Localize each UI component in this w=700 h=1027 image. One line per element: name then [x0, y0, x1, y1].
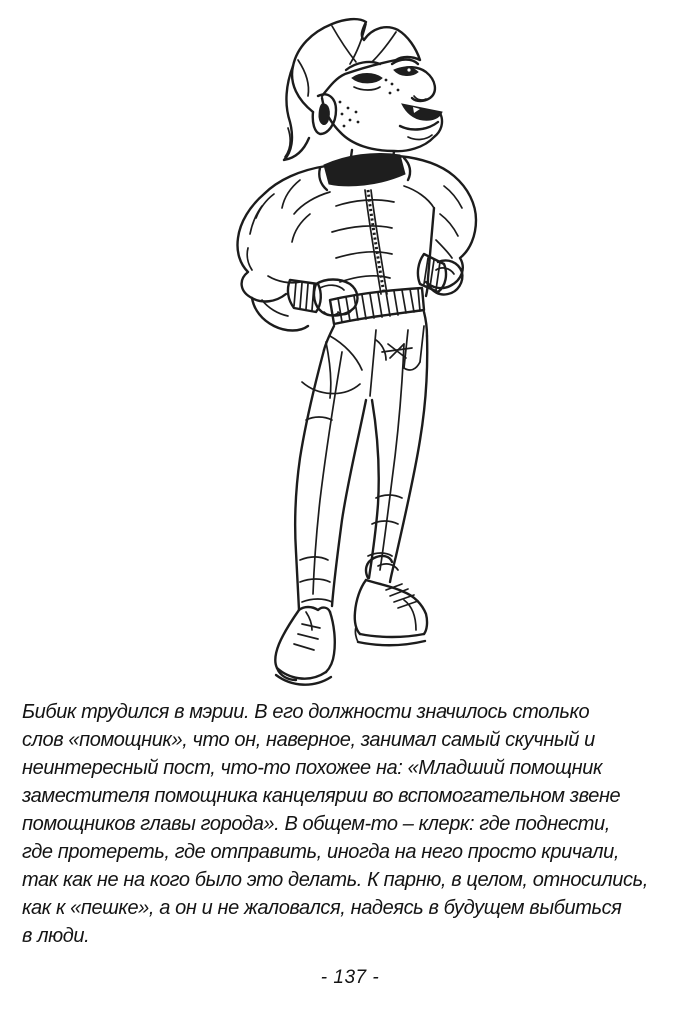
story-line: так как не на кого было это делать. К парню, в целом, относились,: [22, 869, 648, 891]
left-shoe-laces: [294, 624, 320, 650]
story-line: как к «пешке», а он и не жаловался, надеясь в будущем выбиться: [22, 897, 622, 919]
jeans: [295, 312, 427, 610]
story-line: помощников главы города». В общем-то – клерк: где поднести,: [22, 813, 610, 835]
page-number: - 137 -: [320, 967, 380, 988]
freckles: [339, 79, 400, 128]
hair: [284, 19, 420, 160]
story-line: заместителя помощника канцелярии во вспомогательном звене: [22, 785, 621, 807]
story-line: неинтересный пост, что-то похожее на: «Младший помощник: [22, 757, 602, 779]
story-line: Бибик трудился в мэрии. В его должности значилось столько: [22, 701, 590, 723]
story-line: где протереть, где отправить, иногда на него просто кричали,: [22, 841, 620, 863]
story-line: слов «помощник», что он, наверное, занимал самый скучный и: [22, 729, 595, 751]
face: [313, 60, 442, 165]
collar: [324, 153, 405, 185]
story-paragraph: [0, 692, 700, 950]
right-shoe-laces: [386, 584, 418, 608]
story-line: в люди.: [22, 925, 90, 947]
